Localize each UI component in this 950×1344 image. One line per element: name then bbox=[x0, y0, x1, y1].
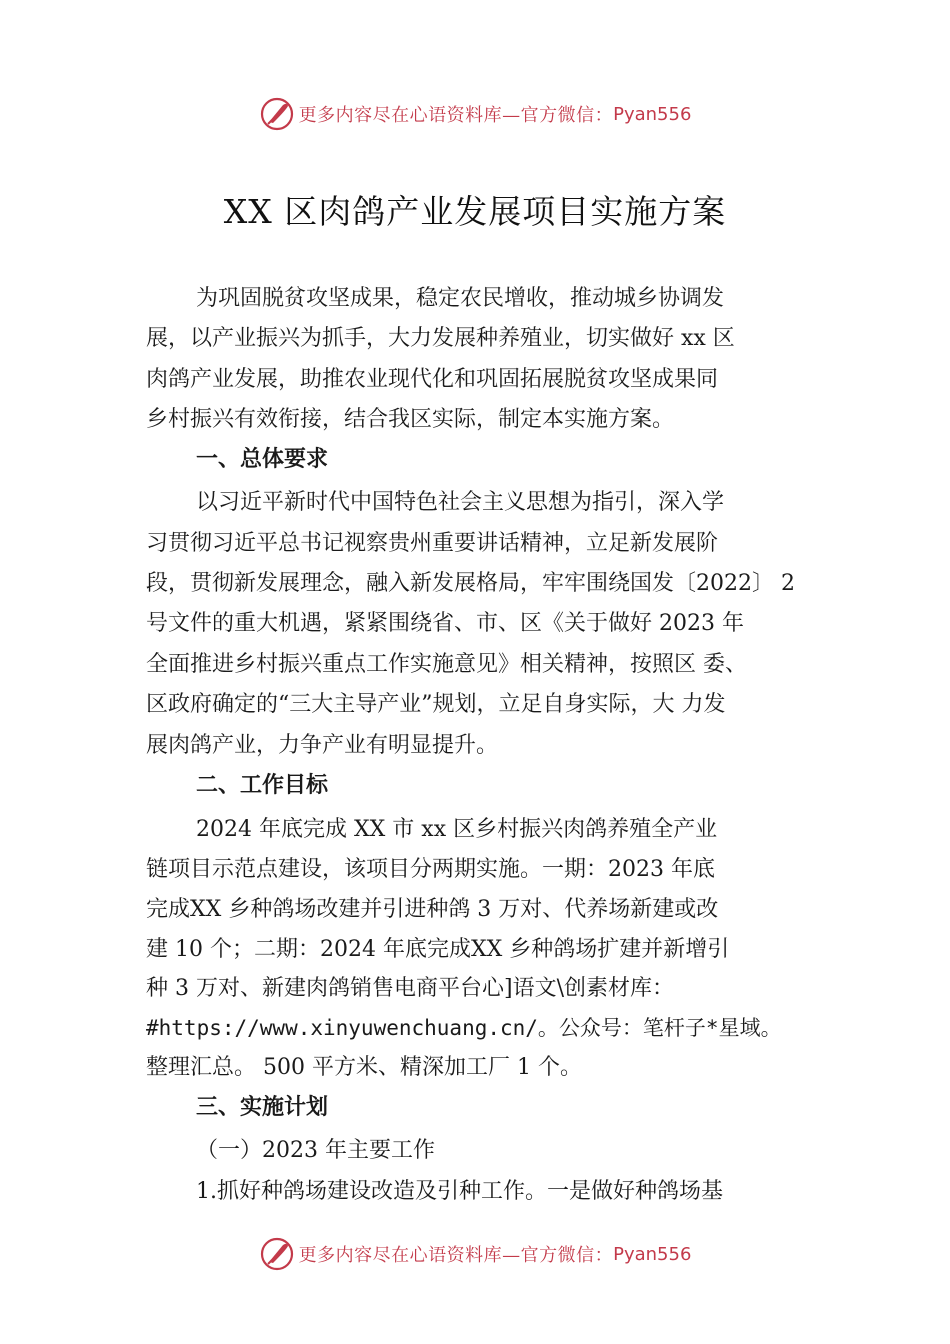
section2-line: 完成XX 乡种鸽场改建并引进种鸽 3 万对、代养场新建或改 bbox=[146, 897, 719, 922]
intro-line: 乡村振兴有效衔接，结合我区实际，制定本实施方案。 bbox=[146, 407, 675, 432]
document-title: XX 区肉鸽产业发展项目实施方案 bbox=[223, 192, 727, 231]
section1-line: 区政府确定的“三大主导产业”规划，立足自身实际，大 力发 bbox=[146, 692, 726, 717]
watermark-text: 更多内容尽在心语资料库—官方微信： bbox=[298, 1245, 614, 1266]
section2-line: 链项目示范点建设，该项目分两期实施。一期：2023 年底 bbox=[146, 857, 715, 882]
wechat-id: Pyan556 bbox=[613, 1243, 692, 1265]
section1-line: 全面推进乡村振兴重点工作实施意见》相关精神，按照区 委、 bbox=[146, 652, 747, 677]
section1-line: 号文件的重大机遇，紧紧围绕省、市、区《关于做好 2023 年 bbox=[146, 611, 744, 636]
section2-line: 2024 年底完成 XX 市 xx 区乡村振兴肉鸽养殖全产业 bbox=[196, 817, 718, 842]
intro-line: 肉鸽产业发展，助推农业现代化和巩固拓展脱贫攻坚成果同 bbox=[146, 367, 719, 392]
section1-line: 以习近平新时代中国特色社会主义思想为指引，深入学 bbox=[196, 490, 725, 515]
watermark-text: 更多内容尽在心语资料库—官方微信： bbox=[298, 105, 614, 126]
wechat-id: Pyan556 bbox=[613, 103, 692, 125]
section-heading-overall: 一、总体要求 bbox=[196, 447, 329, 472]
watermark-banner-bottom bbox=[0, 1234, 950, 1274]
subsection-heading-2023: （一）2023 年主要工作 bbox=[196, 1138, 435, 1163]
section1-line: 展肉鸽产业，力争产业有明显提升。 bbox=[146, 733, 499, 758]
section1-line: 段，贯彻新发展理念，融入新发展格局，牢牢围绕国发〔2022〕 2 bbox=[146, 571, 795, 596]
section2-line: 整理汇总。 500 平方米、精深加工厂 1 个。 bbox=[146, 1055, 582, 1080]
intro-line: 为巩固脱贫攻坚成果，稳定农民增收，推动城乡协调发 bbox=[196, 286, 725, 311]
watermark-banner-top bbox=[0, 94, 950, 134]
item-line: 1.抓好种鸽场建设改造及引种工作。一是做好种鸽场基 bbox=[196, 1179, 723, 1204]
intro-line: 展，以产业振兴为抓手，大力发展种养殖业，切实做好 xx 区 bbox=[146, 326, 735, 351]
quill-logo-icon bbox=[259, 1236, 295, 1272]
quill-logo-icon bbox=[259, 96, 295, 132]
section1-line: 习贯彻习近平总书记视察贵州重要讲话精神，立足新发展阶 bbox=[146, 531, 719, 556]
section2-line: #https://www.xinyuwenchuang.cn/。公众号：笔杆子*星域。 bbox=[146, 1016, 782, 1040]
section-heading-goals: 二、工作目标 bbox=[196, 773, 329, 798]
section2-line: 种 3 万对、新建肉鸽销售电商平台心]语文\创素材库： bbox=[146, 976, 674, 1001]
section2-line: 建 10 个；二期：2024 年底完成XX 乡种鸽场扩建并新增引 bbox=[146, 937, 730, 962]
section-heading-plan: 三、实施计划 bbox=[196, 1095, 329, 1120]
